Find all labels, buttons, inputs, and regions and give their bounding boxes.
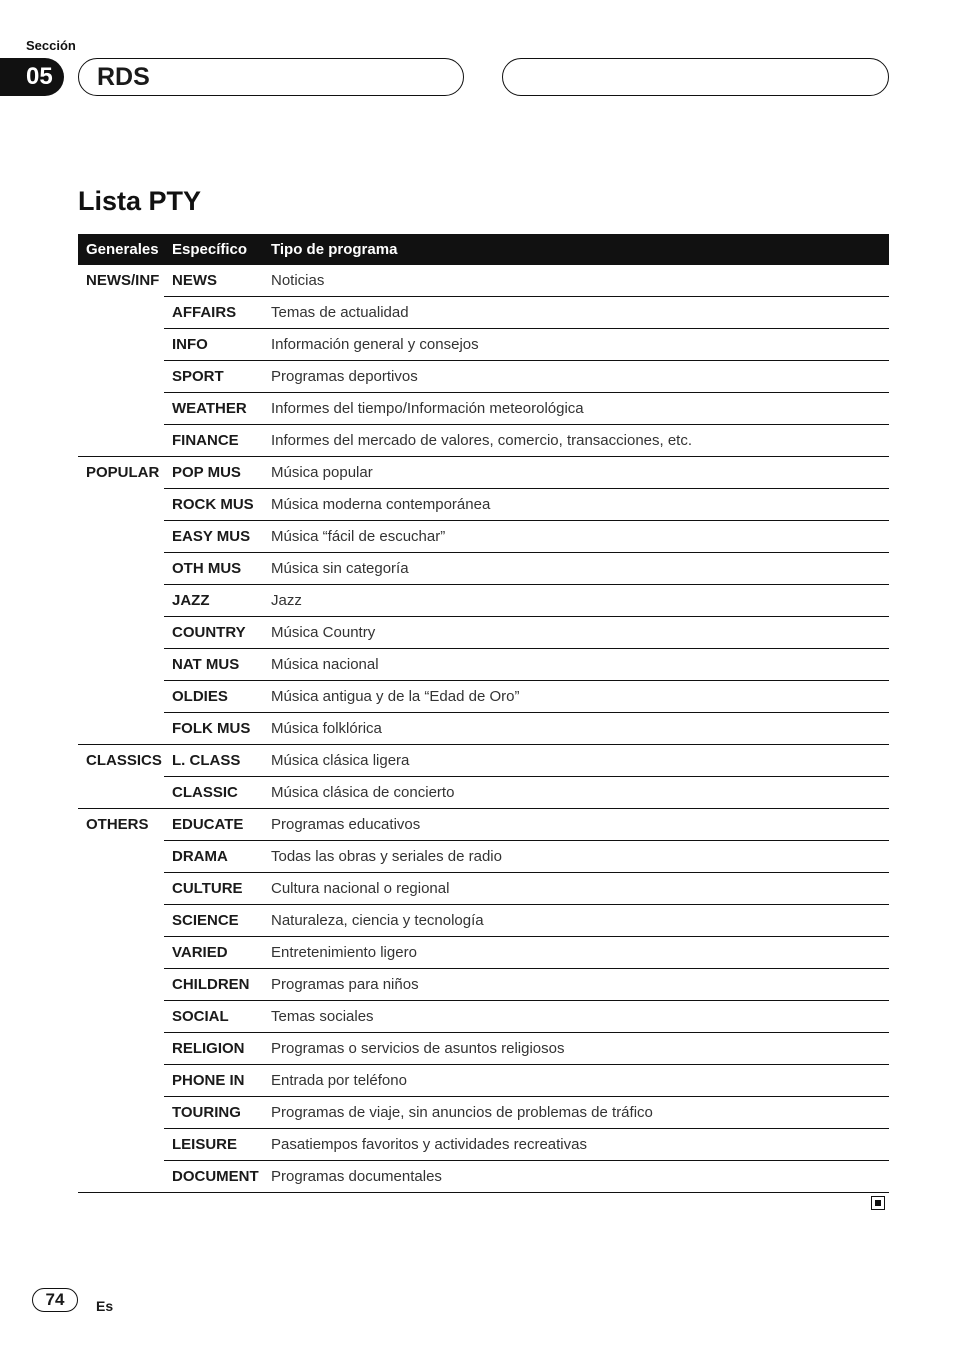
specific-type-cell: RELIGION xyxy=(164,1033,263,1065)
specific-type-cell: VARIED xyxy=(164,937,263,969)
general-category-cell: NEWS/INF xyxy=(78,265,164,457)
program-description-cell: Música sin categoría xyxy=(263,553,889,585)
specific-type-cell: CULTURE xyxy=(164,873,263,905)
program-description-cell: Temas sociales xyxy=(263,1001,889,1033)
specific-type-cell: DOCUMENT xyxy=(164,1161,263,1193)
table-row xyxy=(78,777,889,809)
specific-type-cell: FINANCE xyxy=(164,425,263,457)
page-number: 74 xyxy=(32,1288,78,1312)
table-body xyxy=(78,265,889,1193)
program-description-cell: Programas de viaje, sin anuncios de problemas de tráfico xyxy=(263,1097,889,1129)
specific-type-cell: CLASSIC xyxy=(164,777,263,809)
table-row xyxy=(78,905,889,937)
end-square-fill xyxy=(875,1200,881,1206)
general-category-cell: OTHERS xyxy=(78,809,164,1193)
table-row xyxy=(78,457,889,489)
table-header-row xyxy=(78,234,889,265)
specific-type-cell: SCIENCE xyxy=(164,905,263,937)
program-description-cell: Música nacional xyxy=(263,649,889,681)
program-description-cell: Música clásica de concierto xyxy=(263,777,889,809)
program-description-cell: Música Country xyxy=(263,617,889,649)
specific-type-cell: SOCIAL xyxy=(164,1001,263,1033)
specific-type-cell: PHONE IN xyxy=(164,1065,263,1097)
program-description-cell: Informes del mercado de valores, comercio, transacciones, etc. xyxy=(263,425,889,457)
table-row xyxy=(78,265,889,297)
table-row xyxy=(78,425,889,457)
program-description-cell: Música folklórica xyxy=(263,713,889,745)
table-row xyxy=(78,521,889,553)
specific-type-cell: DRAMA xyxy=(164,841,263,873)
table-row xyxy=(78,713,889,745)
general-category-cell: POPULAR xyxy=(78,457,164,745)
table-row xyxy=(78,809,889,841)
specific-type-cell: POP MUS xyxy=(164,457,263,489)
specific-type-cell: ROCK MUS xyxy=(164,489,263,521)
specific-type-cell: NAT MUS xyxy=(164,649,263,681)
table-row xyxy=(78,681,889,713)
section-label: Sección xyxy=(26,38,76,53)
table-row xyxy=(78,1033,889,1065)
table-row xyxy=(78,361,889,393)
language-code: Es xyxy=(96,1298,114,1314)
program-description-cell: Programas deportivos xyxy=(263,361,889,393)
table-row xyxy=(78,585,889,617)
program-description-cell: Jazz xyxy=(263,585,889,617)
specific-type-cell: OLDIES xyxy=(164,681,263,713)
section-number-badge: 05 xyxy=(0,58,64,96)
program-description-cell: Informes del tiempo/Información meteorológica xyxy=(263,393,889,425)
table-row xyxy=(78,745,889,777)
table-row xyxy=(78,873,889,905)
table-row xyxy=(78,489,889,521)
specific-type-cell: INFO xyxy=(164,329,263,361)
specific-type-cell: COUNTRY xyxy=(164,617,263,649)
table-row xyxy=(78,553,889,585)
program-description-cell: Programas documentales xyxy=(263,1161,889,1193)
program-description-cell: Entrada por teléfono xyxy=(263,1065,889,1097)
specific-type-cell: NEWS xyxy=(164,265,263,297)
program-description-cell: Naturaleza, ciencia y tecnología xyxy=(263,905,889,937)
specific-type-cell: FOLK MUS xyxy=(164,713,263,745)
specific-type-cell: SPORT xyxy=(164,361,263,393)
specific-type-cell: AFFAIRS xyxy=(164,297,263,329)
specific-type-cell: OTH MUS xyxy=(164,553,263,585)
specific-type-cell: CHILDREN xyxy=(164,969,263,1001)
table-row xyxy=(78,1001,889,1033)
program-description-cell: Todas las obras y seriales de radio xyxy=(263,841,889,873)
specific-type-cell: EASY MUS xyxy=(164,521,263,553)
page-title: Lista PTY xyxy=(78,186,202,216)
program-description-cell: Noticias xyxy=(263,265,889,297)
table-row xyxy=(78,617,889,649)
specific-type-cell: LEISURE xyxy=(164,1129,263,1161)
end-square-icon xyxy=(871,1196,885,1210)
program-description-cell: Programas educativos xyxy=(263,809,889,841)
section-title-box: RDS xyxy=(78,58,464,96)
program-description-cell: Entretenimiento ligero xyxy=(263,937,889,969)
table-row xyxy=(78,297,889,329)
table-row xyxy=(78,393,889,425)
program-description-cell: Información general y consejos xyxy=(263,329,889,361)
specific-type-cell: WEATHER xyxy=(164,393,263,425)
table-row xyxy=(78,1129,889,1161)
program-description-cell: Programas o servicios de asuntos religiosos xyxy=(263,1033,889,1065)
specific-type-cell: EDUCATE xyxy=(164,809,263,841)
program-description-cell: Cultura nacional o regional xyxy=(263,873,889,905)
general-category-cell: CLASSICS xyxy=(78,745,164,809)
pty-table xyxy=(78,234,889,1193)
program-description-cell: Música “fácil de escuchar” xyxy=(263,521,889,553)
table-row xyxy=(78,649,889,681)
program-description-cell: Pasatiempos favoritos y actividades recreativas xyxy=(263,1129,889,1161)
program-description-cell: Música antigua y de la “Edad de Oro” xyxy=(263,681,889,713)
specific-type-cell: JAZZ xyxy=(164,585,263,617)
table-row xyxy=(78,1161,889,1193)
column-header-specific: Específico xyxy=(164,234,263,265)
table-row xyxy=(78,1065,889,1097)
program-description-cell: Temas de actualidad xyxy=(263,297,889,329)
program-description-cell: Música clásica ligera xyxy=(263,745,889,777)
section-subtitle-box xyxy=(502,58,889,96)
table-row xyxy=(78,329,889,361)
program-description-cell: Música moderna contemporánea xyxy=(263,489,889,521)
table-row xyxy=(78,841,889,873)
table-row xyxy=(78,937,889,969)
table-row xyxy=(78,969,889,1001)
specific-type-cell: TOURING xyxy=(164,1097,263,1129)
program-description-cell: Programas para niños xyxy=(263,969,889,1001)
specific-type-cell: L. CLASS xyxy=(164,745,263,777)
table-row xyxy=(78,1097,889,1129)
column-header-program-type: Tipo de programa xyxy=(263,234,889,265)
program-description-cell: Música popular xyxy=(263,457,889,489)
column-header-general: Generales xyxy=(78,234,164,265)
